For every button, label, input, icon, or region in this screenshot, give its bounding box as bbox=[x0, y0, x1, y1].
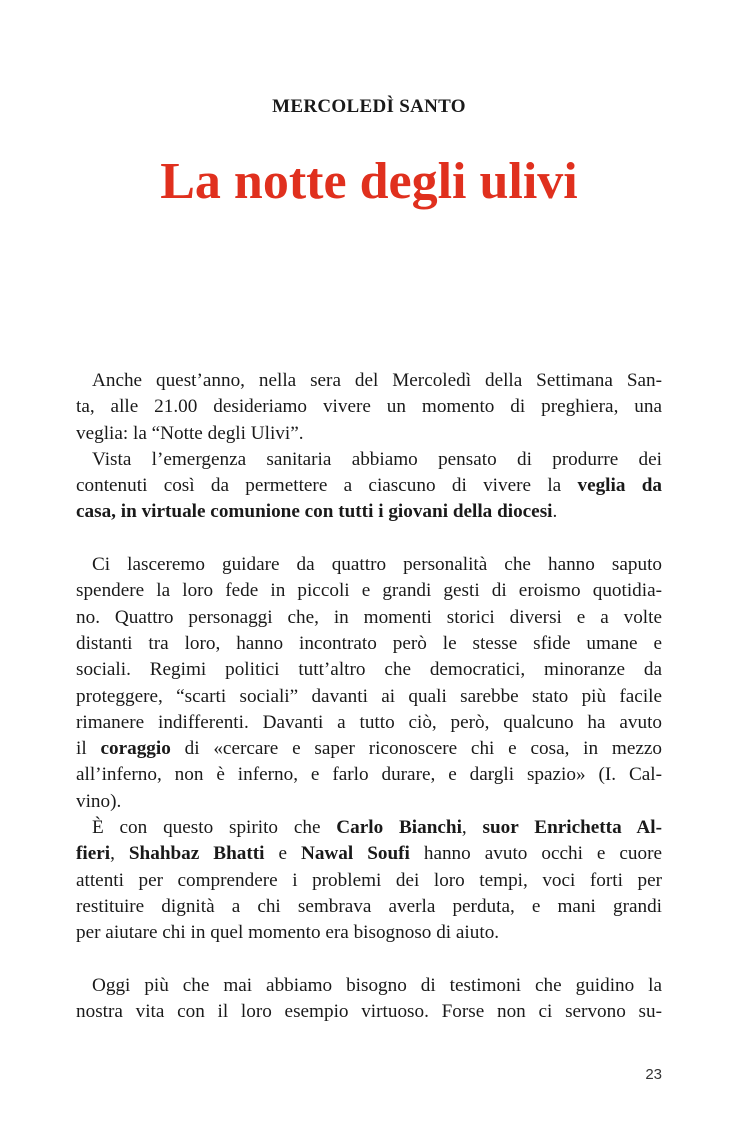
p3-line-10: vino). bbox=[76, 790, 122, 812]
p2-bold-veglia: veglia da bbox=[577, 475, 662, 497]
p5-line-1: Oggi più che mai abbiamo bisogno di testimoni che guidino la bbox=[92, 974, 662, 996]
p2-bold-comunione: casa, in virtuale comunione con tutti i giovani della diocesi bbox=[76, 501, 553, 523]
paragraph-gap bbox=[76, 947, 662, 973]
p4-comma-2: , bbox=[110, 843, 129, 865]
p3-line-2: spendere la loro fede in piccoli e grandi gesti di eroismo quotidia- bbox=[76, 580, 662, 602]
page-number: 23 bbox=[645, 1066, 662, 1083]
p4-line-2 bbox=[76, 841, 662, 867]
p4-line-1 bbox=[76, 815, 662, 841]
p3-line-1: Ci lasceremo guidare da quattro personalità che hanno saputo bbox=[92, 554, 662, 576]
p1-line-1: Anche quest’anno, nella sera del Mercoledì della Settimana San- bbox=[92, 370, 662, 391]
p4-bold-enrichetta: suor Enrichetta Al- bbox=[482, 817, 663, 839]
p4-line-5: per aiutare chi in quel momento era bisognoso di aiuto. bbox=[76, 922, 500, 944]
p2-line-2 bbox=[76, 473, 662, 499]
p4-line-3: attenti per comprendere i problemi dei loro tempi, voci forti per bbox=[76, 869, 662, 891]
section-kicker: MERCOLEDÌ SANTO bbox=[272, 96, 466, 117]
paragraph-gap bbox=[76, 526, 662, 552]
p3-bold-coraggio: coraggio bbox=[100, 738, 171, 760]
p2-line-3 bbox=[76, 499, 662, 525]
p2-line-1: Vista l’emergenza sanitaria abbiamo pensato di produrre dei bbox=[92, 448, 662, 470]
p3-line-4: distanti tra loro, hanno incontrato però le stesse sfide umane e bbox=[76, 632, 662, 654]
p2-line-3-end: . bbox=[552, 501, 558, 523]
p2-line-2-text: contenuti così da permettere a ciascuno di vivere la bbox=[76, 475, 578, 497]
p4-conj: e bbox=[264, 843, 301, 865]
p4-bold-fieri: fieri bbox=[76, 843, 111, 865]
p4-comma-1: , bbox=[461, 817, 483, 839]
p4-bold-bhatti: Shahbaz Bhatti bbox=[128, 843, 265, 865]
p4-bold-soufi: Nawal Soufi bbox=[300, 843, 410, 865]
p4-line-4: restituire dignità a chi sembrava averla perduta, e mani grandi bbox=[76, 895, 662, 917]
p4-bold-bianchi: Carlo Bianchi bbox=[336, 817, 462, 839]
p5-line-2: nostra vita con il loro esempio virtuoso. Forse non ci servono su- bbox=[76, 1001, 662, 1023]
p1-line-2: ta, alle 21.00 desideriamo vivere un momento di preghiera, una bbox=[76, 396, 662, 418]
p3-line-6: proteggere, “scarti sociali” davanti ai quali sarebbe stato più facile bbox=[76, 685, 662, 707]
p3-line-7: rimanere indifferenti. Davanti a tutto ciò, però, qualcuno ha avuto bbox=[76, 711, 662, 733]
p3-line-3: no. Quattro personaggi che, in momenti storici diversi e a volte bbox=[76, 606, 662, 628]
p3-line-8-end: di «cercare e saper riconoscere chi e cosa, in mezzo bbox=[170, 738, 662, 760]
p4-line-2-end: hanno avuto occhi e cuore bbox=[409, 843, 663, 865]
p3-line-8 bbox=[76, 736, 662, 762]
p1-line-3: veglia: la “Notte degli Ulivi”. bbox=[76, 422, 304, 444]
p3-line-5: sociali. Regimi politici tutt’altro che democratici, minoranze da bbox=[76, 659, 662, 681]
p3-line-9: all’inferno, non è inferno, e farlo durare, e dargli spazio» (I. Cal- bbox=[76, 764, 662, 786]
body-text bbox=[76, 368, 662, 1025]
p3-line-8-start: il bbox=[76, 738, 101, 760]
page-title: La notte degli ulivi bbox=[160, 153, 578, 210]
p4-line-1-start: È con questo spirito che bbox=[92, 817, 337, 839]
